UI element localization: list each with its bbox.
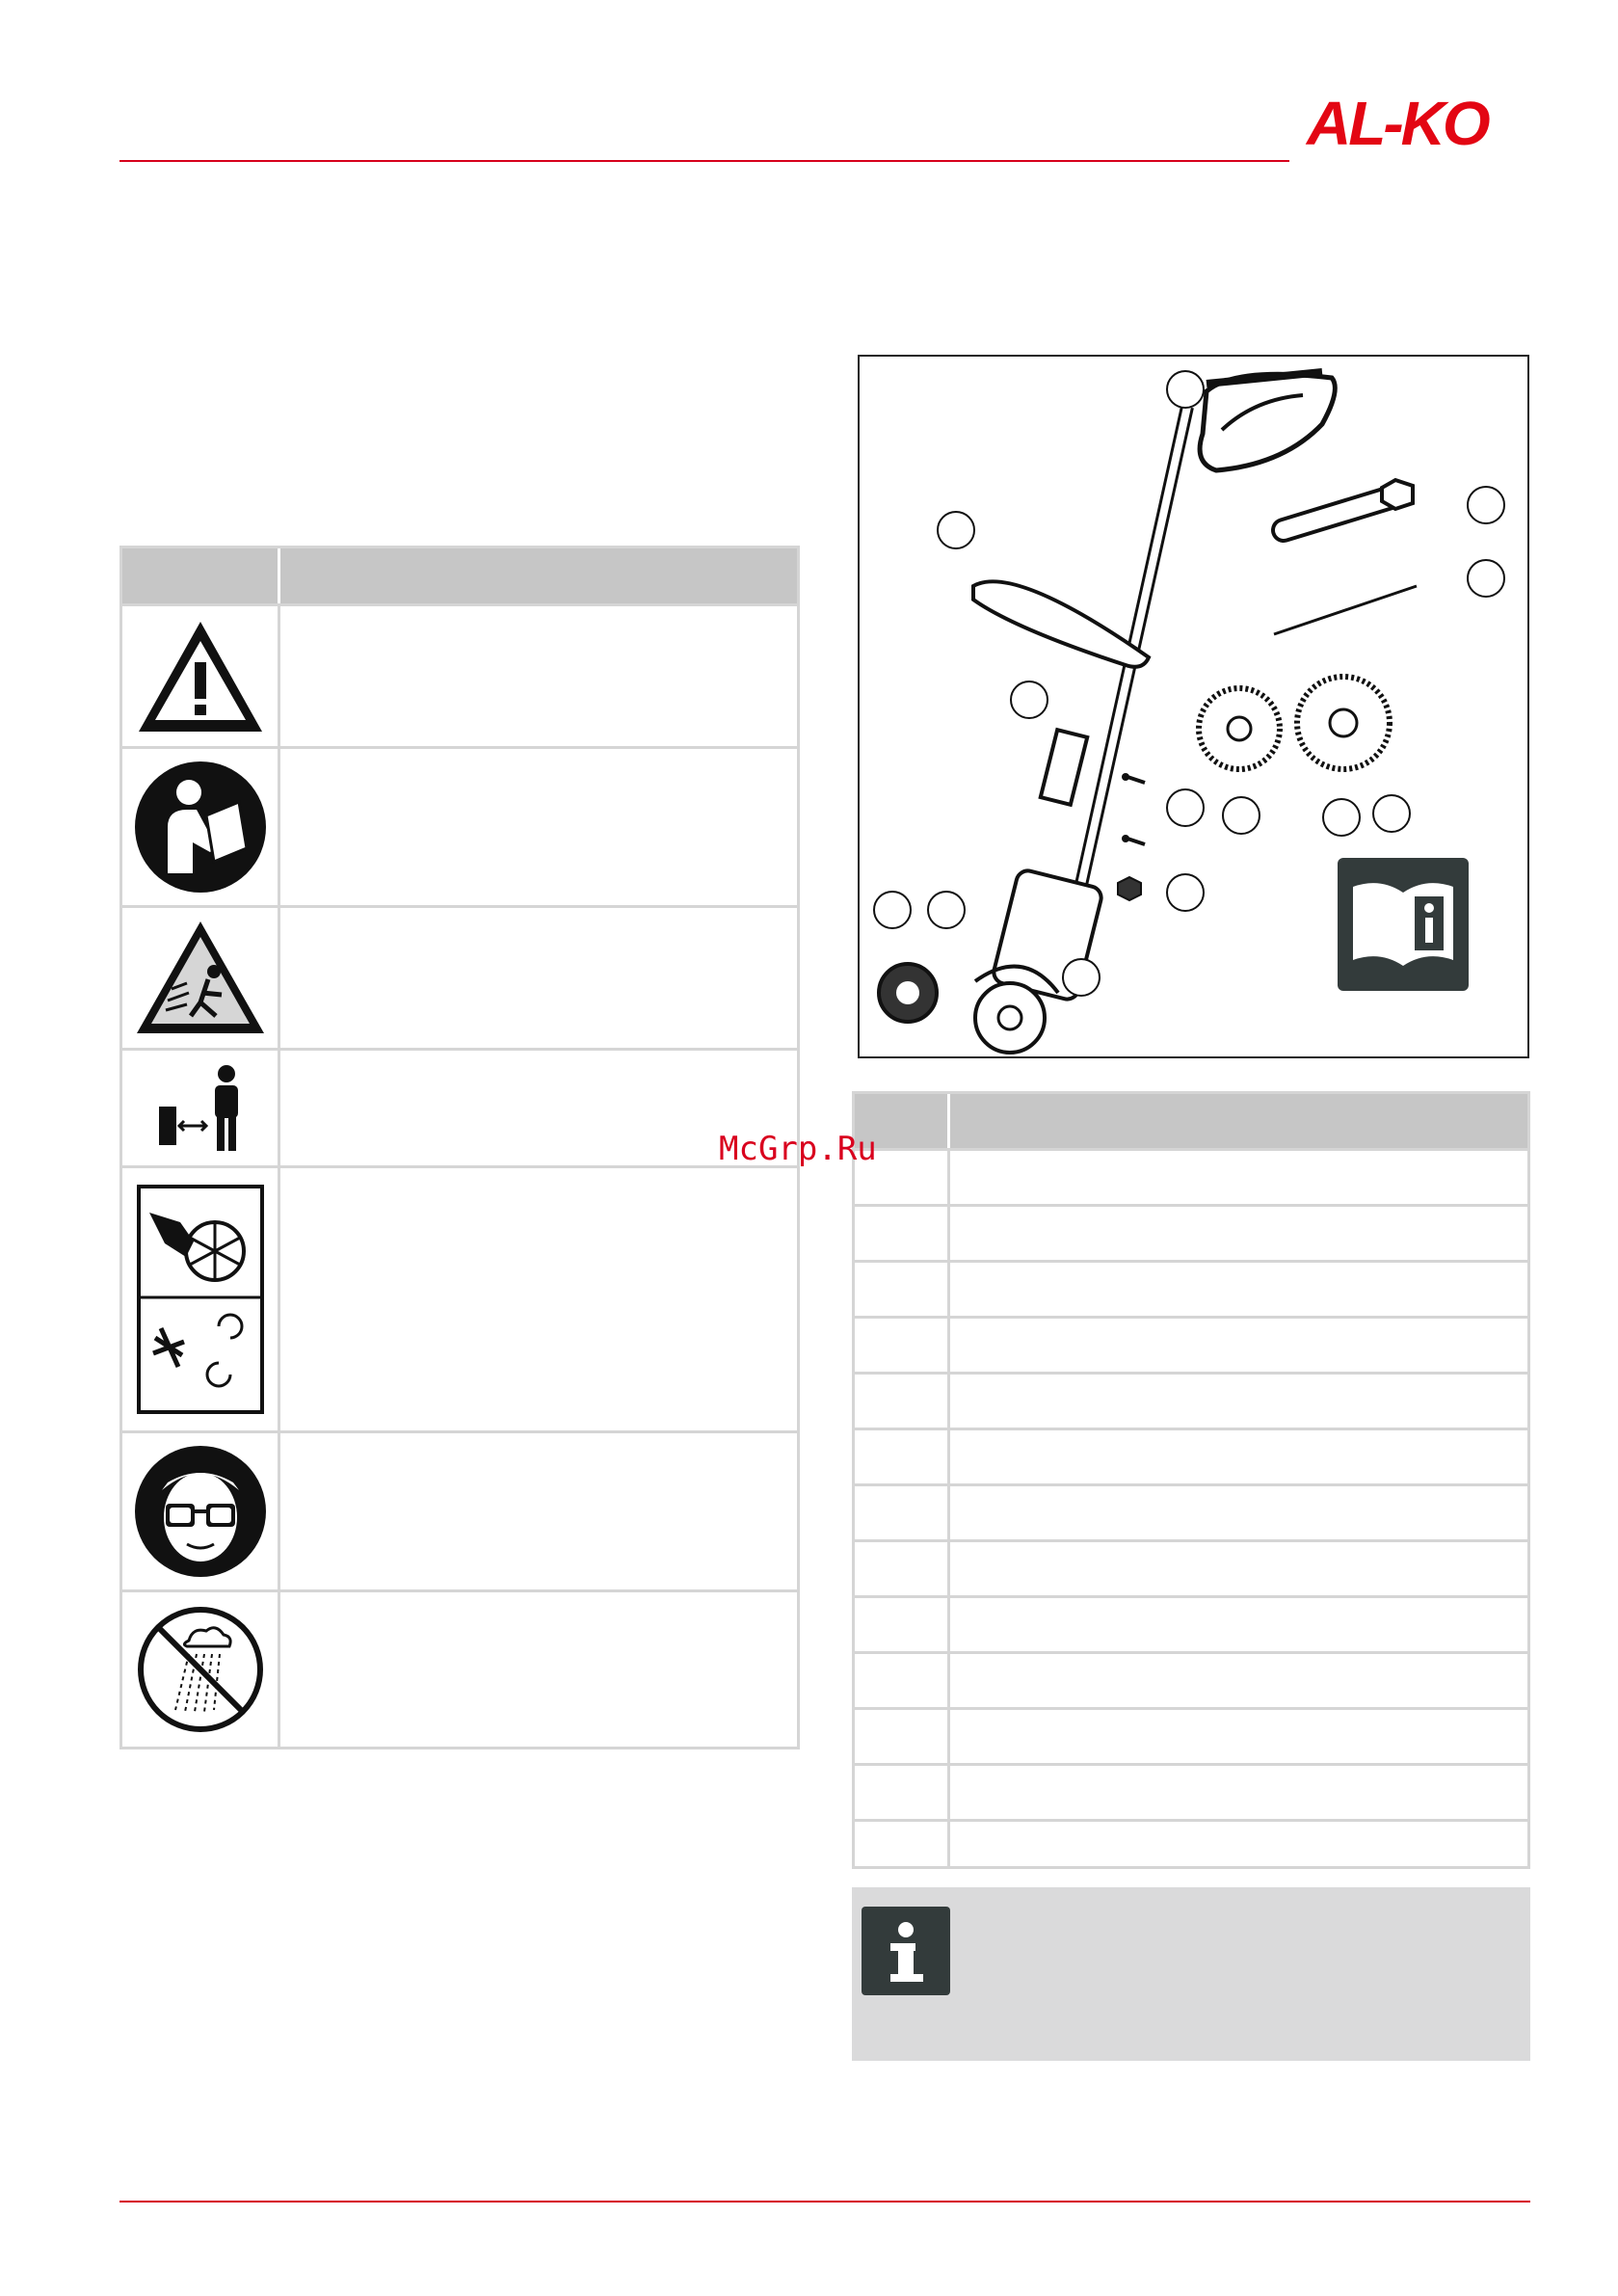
table-row [855, 1595, 1527, 1651]
figure-callout [1166, 370, 1205, 409]
footer-rule [119, 2201, 1530, 2203]
table-row [855, 1148, 1527, 1204]
table-row [855, 1372, 1527, 1428]
figure-callout [1222, 796, 1260, 835]
figure-callout [937, 511, 975, 549]
thrown-objects-warning-icon [122, 908, 278, 1048]
figure-callout [1010, 681, 1048, 719]
symbols-table-header [122, 548, 797, 603]
figure-callout [1166, 873, 1205, 912]
watermark: McGrp.Ru [719, 1130, 877, 1168]
edge-brush-illustration [860, 357, 1527, 1056]
table-row [855, 1260, 1527, 1316]
table-row [855, 1204, 1527, 1260]
warning-triangle-icon [122, 606, 278, 746]
symbols-table [119, 546, 800, 1749]
table-row [855, 1316, 1527, 1372]
rotating-brush-hazard-icon [122, 1168, 278, 1430]
table-row [855, 1428, 1527, 1483]
figure-callout [1467, 486, 1505, 524]
table-row [855, 1707, 1527, 1763]
parts-table [852, 1091, 1530, 1869]
parts-table-header [855, 1094, 1527, 1148]
symbol-row [122, 1430, 797, 1589]
figure-callout [1322, 798, 1361, 837]
figure-callout [1166, 788, 1205, 827]
info-icon [862, 1907, 950, 1995]
table-row [855, 1483, 1527, 1539]
header-rule [119, 160, 1289, 162]
figure-callout [1062, 958, 1101, 997]
symbol-row [122, 1165, 797, 1430]
read-manual-icon [122, 749, 278, 905]
symbol-row [122, 1589, 797, 1747]
figure-callout [927, 891, 966, 929]
figure-callout [1467, 559, 1505, 598]
symbol-row [122, 1048, 797, 1165]
brand-logo: AL-KO [1307, 89, 1488, 158]
table-row [855, 1651, 1527, 1707]
info-note [852, 1887, 1530, 2061]
table-row [855, 1763, 1527, 1819]
no-rain-icon [122, 1592, 278, 1747]
symbol-row [122, 905, 797, 1048]
table-row [855, 1819, 1527, 1866]
product-figure [858, 355, 1529, 1058]
symbol-row [122, 603, 797, 746]
symbol-row [122, 746, 797, 905]
table-row [855, 1539, 1527, 1595]
keep-distance-icon [122, 1051, 278, 1165]
figure-callout [1372, 794, 1411, 833]
figure-callout [873, 891, 912, 929]
wear-safety-glasses-icon [122, 1433, 278, 1589]
